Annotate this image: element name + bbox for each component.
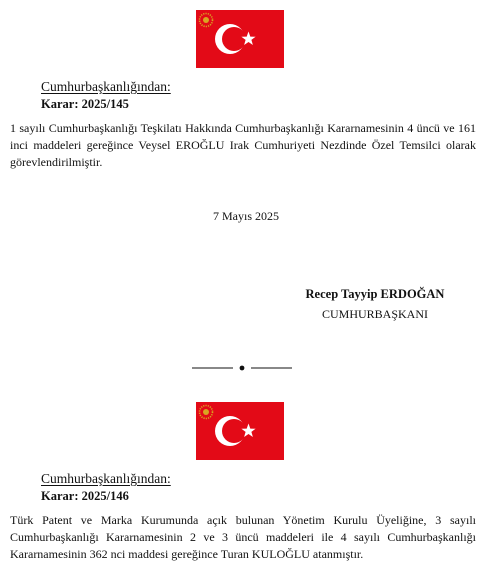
signatory-name (300, 287, 450, 302)
signatory-title: CUMHURBAŞKANI (321, 307, 428, 321)
decree-heading: Cumhurbaşkanlığından: (41, 471, 171, 486)
turkish-flag-icon (196, 10, 284, 68)
turkish-flag-icon (196, 402, 284, 460)
decision-number: Karar: 2025/145 (41, 97, 129, 111)
decision-number: Karar: 2025/146 (41, 489, 129, 503)
signatory-first-name: Recep Tayyip (305, 287, 381, 301)
decree-date: 7 Mayıs 2025 (213, 209, 279, 223)
signatory-surname: ERDOĞAN (380, 287, 445, 301)
decree-heading: Cumhurbaşkanlığından: (41, 79, 171, 94)
section-separator (192, 362, 292, 374)
decree-body: Türk Patent ve Marka Kurumunda açık bulunan Yönetim Kurulu Üyeliğine, 3 sayılı Cumhurbaşkanlığı Kararnamesinin 2 ve 3 üncü maddeleri ile 4 sayılı Cumhurbaşkanlığı Kararnamesinin 362 nci maddesi gereğince Turan KULOĞLU atanmıştır. (10, 513, 476, 561)
decree-body: 1 sayılı Cumhurbaşkanlığı Teşkilatı Hakkında Cumhurbaşkanlığı Kararnamesinin 4 üncü ve 161 inci maddeleri gereğince Veysel EROĞLU Irak Cumhuriyeti Nezdinde Özel Temsilci olarak görevlendirilmiştir. (10, 121, 476, 169)
